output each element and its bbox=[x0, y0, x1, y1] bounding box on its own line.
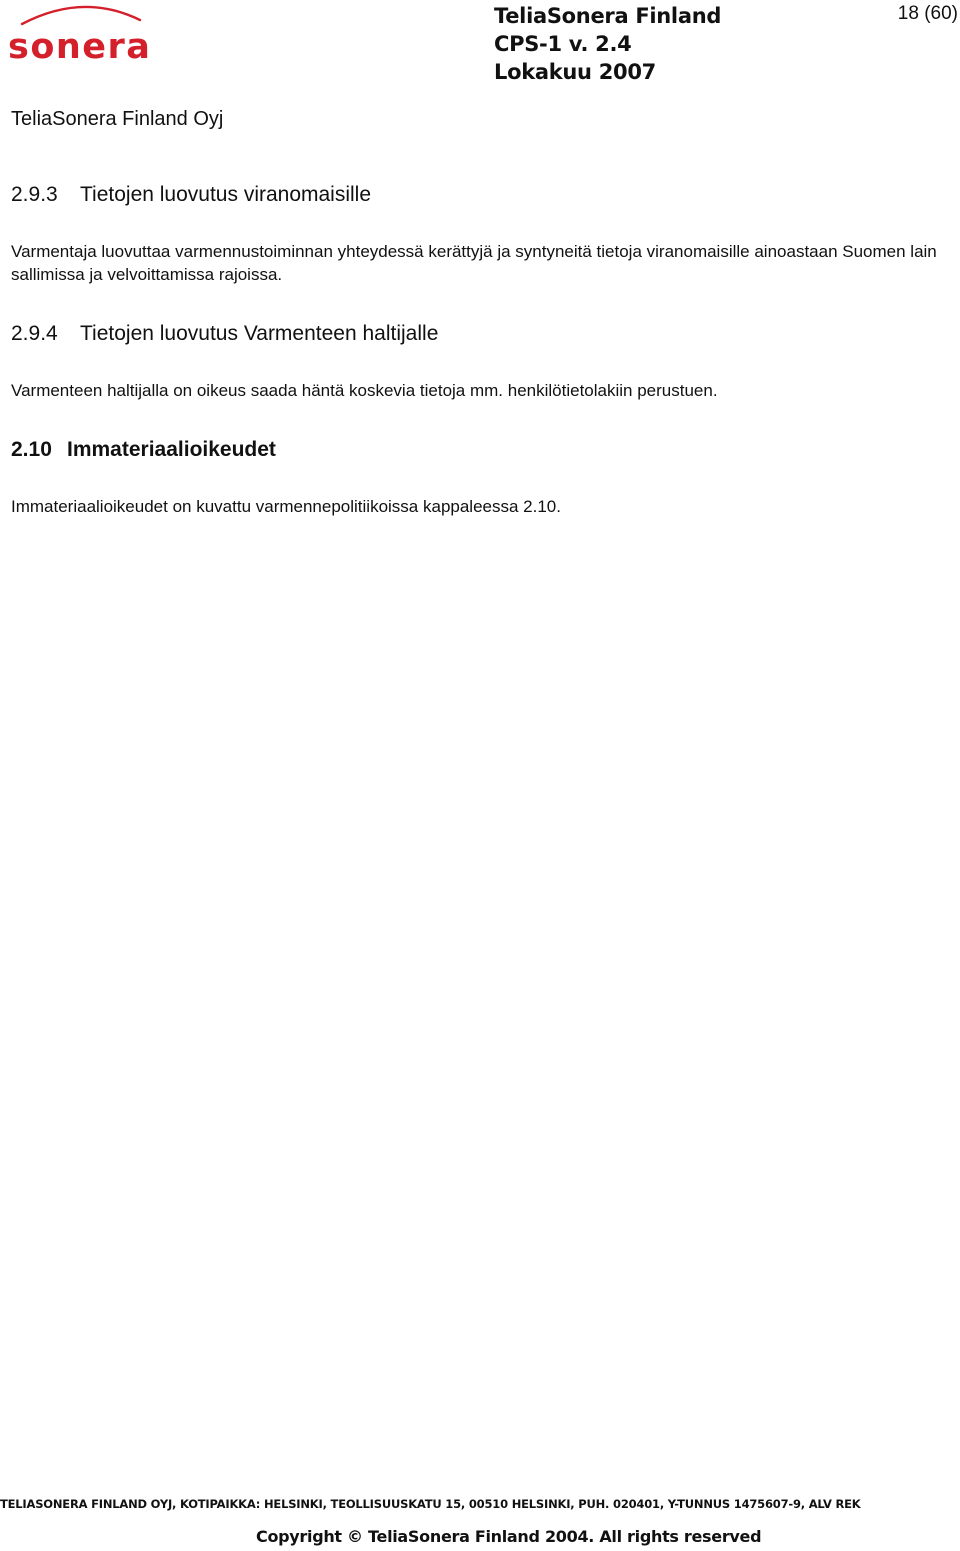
section-paragraph: Immateriaalioikeudet on kuvattu varmennepolitiikoissa kappaleessa 2.10. bbox=[11, 497, 561, 516]
svg-text:sonera: sonera bbox=[8, 27, 152, 66]
section-number: 2.9.3 bbox=[11, 183, 58, 206]
section-title: Tietojen luovutus Varmenteen haltijalle bbox=[80, 322, 439, 345]
page-number: 18 (60) bbox=[897, 3, 958, 24]
sonera-logo bbox=[8, 0, 158, 66]
header-date: Lokakuu 2007 bbox=[494, 60, 656, 84]
document-body bbox=[11, 180, 956, 518]
section-number: 2.10 bbox=[11, 438, 52, 461]
document-header bbox=[494, 2, 721, 86]
sonera-logo-graphic bbox=[8, 0, 158, 66]
footer-address: TELIASONERA FINLAND OYJ, KOTIPAIKKA: HELSINKI, TEOLLISUUSKATU 15, 00510 HELSINKI, PUH. 020401, Y-TUNNUS 1475607-9, ALV REK bbox=[0, 1497, 861, 1511]
header-document-version: CPS-1 v. 2.4 bbox=[494, 32, 632, 56]
section-title: Immateriaalioikeudet bbox=[67, 438, 276, 461]
section-number: 2.9.4 bbox=[11, 322, 58, 345]
section-heading bbox=[11, 180, 956, 210]
section-paragraph: Varmentaja luovuttaa varmennustoiminnan yhteydessä kerättyjä ja syntyneitä tietoja viranomaisille ainoastaan Suomen lain sallimissa ja velvoittamissa rajoissa. bbox=[11, 242, 937, 284]
section-paragraph: Varmenteen haltijalla on oikeus saada häntä koskevia tietoja mm. henkilötietolakiin perustuen. bbox=[11, 381, 718, 400]
header-company: TeliaSonera Finland bbox=[494, 4, 722, 28]
section-heading bbox=[11, 319, 956, 349]
section-title: Tietojen luovutus viranomaisille bbox=[80, 183, 372, 206]
section-heading bbox=[11, 435, 956, 465]
company-name: TeliaSonera Finland Oyj bbox=[11, 108, 224, 130]
footer-copyright: Copyright © TeliaSonera Finland 2004. All rights reserved bbox=[256, 1527, 762, 1546]
